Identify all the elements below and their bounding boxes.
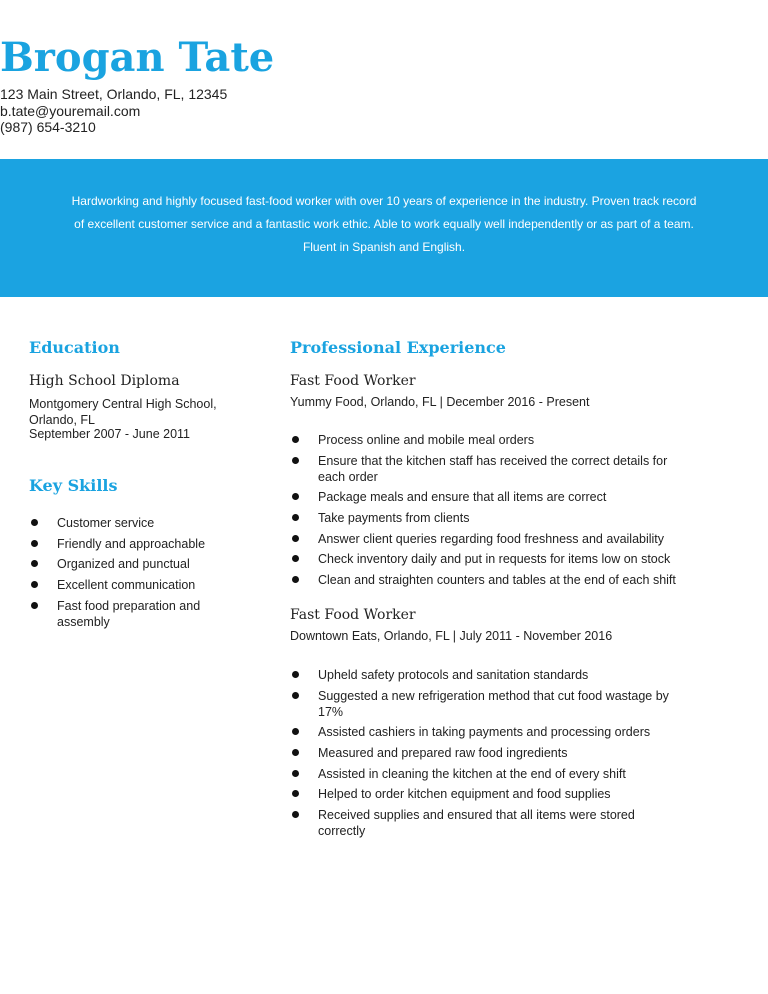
candidate-name: Brogan Tate — [0, 34, 275, 81]
education-dates: September 2007 - June 2011 — [29, 427, 190, 441]
job-bullets — [290, 667, 680, 844]
contact-block — [0, 86, 768, 136]
summary-text: Hardworking and highly focused fast-food worker with over 10 years of experience in the industry. Proven track record of excellent customer service and a fantastic work ethic. Able to work equally well independently or as part of a team. Fluent in Spanish and English. — [71, 194, 697, 254]
address: 123 Main Street, Orlando, FL, 12345 — [0, 86, 228, 102]
list-item: Measured and prepared raw food ingredients — [290, 745, 680, 761]
list-item: Suggested a new refrigeration method that cut food wastage by 17% — [290, 688, 680, 720]
list-item: Clean and straighten counters and tables at the end of each shift — [290, 572, 680, 588]
job-bullets — [290, 432, 680, 593]
skills-list — [29, 515, 219, 634]
list-item: Answer client queries regarding food freshness and availability — [290, 531, 680, 547]
job-company-line: Downtown Eats, Orlando, FL | July 2011 - November 2016 — [290, 629, 613, 643]
list-item: Assisted in cleaning the kitchen at the end of every shift — [290, 766, 680, 782]
job-company-line: Yummy Food, Orlando, FL | December 2016 - Present — [290, 395, 590, 409]
job-title: Fast Food Worker — [290, 607, 416, 623]
phone: (987) 654-3210 — [0, 119, 96, 135]
job-title: Fast Food Worker — [290, 373, 416, 389]
list-item: Ensure that the kitchen staff has received the correct details for each order — [290, 453, 680, 485]
list-item: Package meals and ensure that all items are correct — [290, 489, 680, 505]
list-item: Process online and mobile meal orders — [290, 432, 680, 448]
education-heading: Education — [29, 338, 120, 357]
list-item: Upheld safety protocols and sanitation standards — [290, 667, 680, 683]
list-item: Fast food preparation and assembly — [29, 598, 219, 630]
list-item: Excellent communication — [29, 577, 219, 593]
skills-heading: Key Skills — [29, 476, 118, 495]
list-item: Organized and punctual — [29, 556, 219, 572]
list-item: Take payments from clients — [290, 510, 680, 526]
education-school: Montgomery Central High School, Orlando, FL — [29, 397, 217, 427]
list-item: Assisted cashiers in taking payments and processing orders — [290, 724, 680, 740]
list-item: Check inventory daily and put in requests for items low on stock — [290, 551, 680, 567]
list-item: Received supplies and ensured that all items were stored correctly — [290, 807, 680, 839]
list-item: Helped to order kitchen equipment and food supplies — [290, 786, 680, 802]
experience-heading: Professional Experience — [290, 338, 506, 357]
email: b.tate@youremail.com — [0, 102, 141, 119]
list-item: Customer service — [29, 515, 219, 531]
education-degree: High School Diploma — [29, 373, 180, 389]
list-item: Friendly and approachable — [29, 536, 219, 552]
